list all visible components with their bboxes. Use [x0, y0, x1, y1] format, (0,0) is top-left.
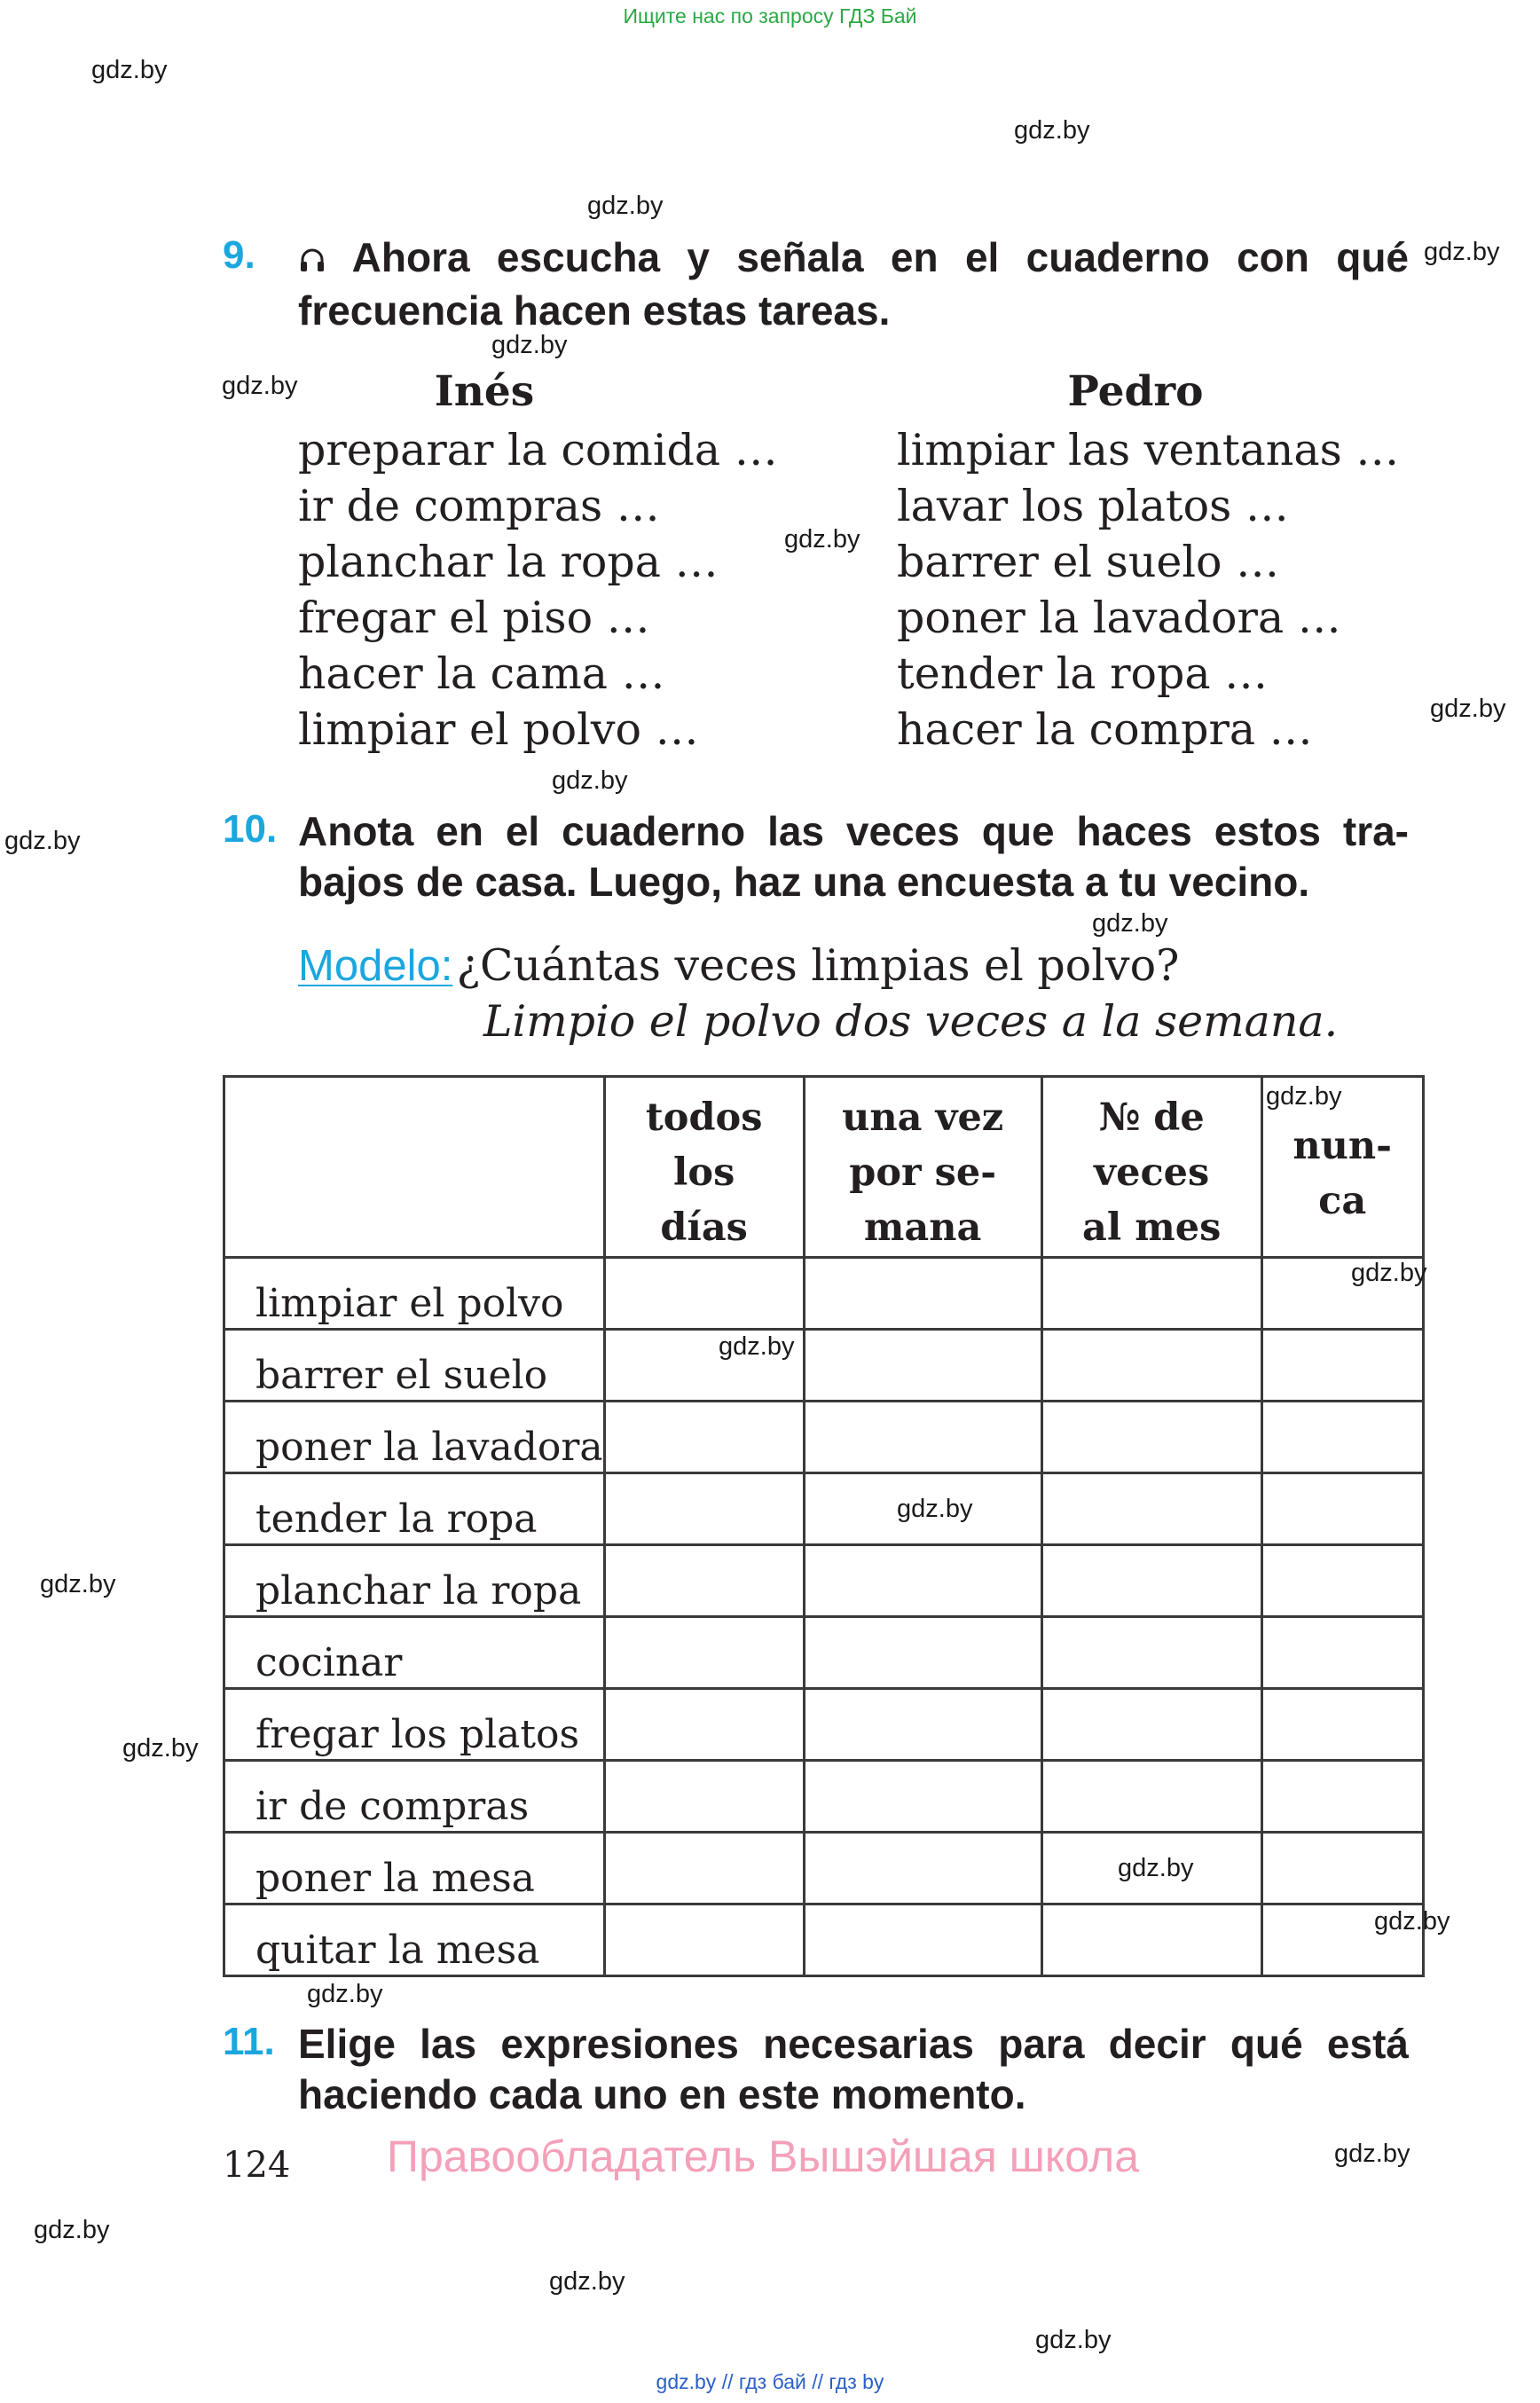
exercise-11-number: 11.: [223, 2020, 275, 2063]
table-row: [224, 1617, 1424, 1689]
exercise-10-line-1: Anota en el cuaderno las veces que haces estos tra-: [298, 808, 1409, 854]
watermark: gdz.by: [1351, 1259, 1427, 1287]
table-cell[interactable]: [1261, 1402, 1423, 1473]
headphones-icon: [298, 235, 326, 286]
table-header-empty: [224, 1077, 605, 1258]
list-item: ir de compras …: [298, 481, 660, 531]
list-item: hacer la compra …: [897, 704, 1313, 755]
exercise-11-instruction: [298, 2019, 1409, 2120]
watermark: gdz.by: [784, 525, 860, 554]
table-cell[interactable]: [804, 1617, 1041, 1689]
watermark: gdz.by: [1014, 116, 1090, 145]
watermark: gdz.by: [40, 1570, 116, 1598]
table-cell[interactable]: [1261, 1330, 1423, 1402]
list-item: barrer el suelo …: [897, 537, 1280, 587]
watermark: gdz.by: [491, 331, 568, 359]
watermark: gdz.by: [1035, 2326, 1112, 2354]
table-cell[interactable]: [1261, 1833, 1423, 1904]
table-cell[interactable]: [1261, 1761, 1423, 1833]
row-label: ir de compras: [224, 1761, 605, 1833]
row-label: planchar la ropa: [224, 1545, 605, 1617]
row-label: barrer el suelo: [224, 1330, 605, 1402]
table-cell[interactable]: [804, 1904, 1041, 1976]
row-label: fregar los platos: [224, 1689, 605, 1761]
table-cell[interactable]: [1041, 1258, 1261, 1330]
table-cell[interactable]: [804, 1833, 1041, 1904]
table-row: [224, 1473, 1424, 1545]
exercise-11-line-2: haciendo cada uno en este momento.: [298, 2071, 1026, 2117]
table-cell[interactable]: [804, 1545, 1041, 1617]
table-cell[interactable]: [604, 1473, 804, 1545]
table-header-weekly: una vez por se- mana: [804, 1077, 1041, 1258]
pedro-task-list: [897, 422, 1399, 758]
pedro-heading: Pedro: [1067, 367, 1204, 416]
table-cell[interactable]: [604, 1617, 804, 1689]
modelo-answer: Limpio el polvo dos veces a la semana.: [483, 996, 1339, 1047]
table-header-never: nun- ca: [1261, 1077, 1423, 1258]
watermark: gdz.by: [4, 827, 81, 855]
ines-heading: Inés: [434, 367, 535, 416]
row-label: limpiar el polvo: [224, 1258, 605, 1330]
watermark: gdz.by: [1118, 1854, 1194, 1882]
table-row: [224, 1402, 1424, 1473]
table-cell[interactable]: [804, 1402, 1041, 1473]
row-label: quitar la mesa: [224, 1904, 605, 1976]
list-item: limpiar las ventanas …: [897, 425, 1400, 475]
watermark: gdz.by: [1334, 2140, 1410, 2168]
row-label: poner la mesa: [224, 1833, 605, 1904]
table-row: [224, 1545, 1424, 1617]
table-cell[interactable]: [604, 1402, 804, 1473]
watermark: gdz.by: [1424, 238, 1500, 266]
row-label: tender la ropa: [224, 1473, 605, 1545]
watermark: gdz.by: [91, 56, 168, 84]
list-item: planchar la ropa …: [298, 537, 719, 587]
table-cell[interactable]: [1041, 1617, 1261, 1689]
modelo-label[interactable]: Modelo:: [298, 942, 453, 990]
exercise-10-instruction: [298, 806, 1409, 907]
table-cell[interactable]: [804, 1761, 1041, 1833]
table-row: [224, 1833, 1424, 1904]
table-cell[interactable]: [1041, 1473, 1261, 1545]
list-item: fregar el piso …: [298, 593, 650, 643]
table-cell[interactable]: [1041, 1330, 1261, 1402]
table-cell[interactable]: [1041, 1402, 1261, 1473]
exercise-9-line-1: Ahora escucha y señala en el cuaderno con qué: [298, 232, 1409, 286]
table-cell[interactable]: [1041, 1761, 1261, 1833]
watermark: gdz.by: [552, 766, 628, 795]
rights-holder: Правообладатель Вышэйшая школа: [387, 2132, 1139, 2181]
table-cell[interactable]: [604, 1689, 804, 1761]
list-item: limpiar el polvo …: [298, 704, 699, 755]
list-item: lavar los platos …: [897, 481, 1289, 531]
table-cell[interactable]: [1041, 1545, 1261, 1617]
exercise-9-number: 9.: [223, 233, 255, 277]
table-cell[interactable]: [1041, 1689, 1261, 1761]
table-cell[interactable]: [604, 1833, 804, 1904]
exercise-9-instruction: [298, 232, 1409, 336]
table-cell[interactable]: [1261, 1617, 1423, 1689]
list-item: hacer la cama …: [298, 648, 665, 699]
table-row: [224, 1330, 1424, 1402]
table-cell[interactable]: [804, 1689, 1041, 1761]
table-cell[interactable]: [1261, 1689, 1423, 1761]
exercise-10-line-2: bajos de casa. Luego, haz una encuesta a tu vecino.: [298, 859, 1310, 905]
table-header-monthly: № de veces al mes: [1041, 1077, 1261, 1258]
exercise-9-line-2: frecuencia hacen estas tareas.: [298, 287, 891, 334]
table-row: [224, 1258, 1424, 1330]
table-cell[interactable]: [1261, 1473, 1423, 1545]
list-item: preparar la comida …: [298, 425, 778, 475]
modelo-question: ¿Cuántas veces limpias el polvo?: [456, 940, 1180, 991]
list-item: poner la lavadora …: [897, 593, 1341, 643]
table-cell[interactable]: [604, 1545, 804, 1617]
row-label: cocinar: [224, 1617, 605, 1689]
exercise-10-number: 10.: [223, 807, 278, 851]
watermark: gdz.by: [222, 372, 298, 400]
table-cell[interactable]: [604, 1258, 804, 1330]
table-header-daily: todos los días: [604, 1077, 804, 1258]
watermark: gdz.by: [1430, 695, 1506, 723]
table-cell[interactable]: [604, 1904, 804, 1976]
table-cell[interactable]: [1041, 1904, 1261, 1976]
frequency-table: [223, 1075, 1425, 1977]
table-cell[interactable]: [1261, 1545, 1423, 1617]
ines-task-list: [298, 422, 778, 758]
page-number: 124: [223, 2145, 291, 2186]
watermark: gdz.by: [549, 2267, 625, 2296]
watermark: gdz.by: [587, 192, 664, 220]
watermark: gdz.by: [1266, 1082, 1342, 1111]
watermark: gdz.by: [122, 1734, 199, 1763]
watermark: gdz.by: [897, 1495, 973, 1523]
watermark: gdz.by: [34, 2216, 110, 2244]
table-cell[interactable]: [604, 1761, 804, 1833]
list-item: tender la ropa …: [897, 648, 1269, 699]
table-row: [224, 1761, 1424, 1833]
top-banner[interactable]: Ищите нас по запросу ГДЗ Бай: [623, 4, 917, 27]
table-row: [224, 1689, 1424, 1761]
table-cell[interactable]: [804, 1330, 1041, 1402]
row-label: poner la lavadora: [224, 1402, 605, 1473]
modelo-line: [298, 940, 1179, 991]
table-row: [224, 1904, 1424, 1976]
watermark: gdz.by: [1374, 1907, 1450, 1936]
watermark: gdz.by: [307, 1980, 383, 2008]
table-cell[interactable]: [804, 1258, 1041, 1330]
watermark: gdz.by: [719, 1332, 795, 1361]
bottom-links[interactable]: gdz.by // гдз бай // гдз by: [656, 2370, 884, 2393]
exercise-11-line-1: Elige las expresiones necesarias para decir qué está: [298, 2021, 1409, 2067]
watermark: gdz.by: [1092, 909, 1168, 938]
